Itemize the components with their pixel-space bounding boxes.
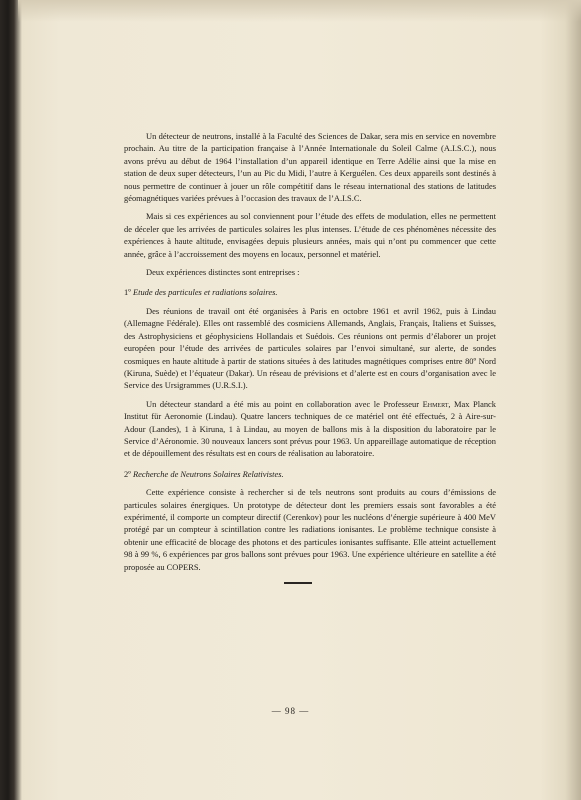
paragraph-1: Un détecteur de neutrons, installé à la Faculté des Sciences de Dakar, sera mis en service en novembre prochain. Au titre de la participation française à l’Année Internationale du Soleil Calme (A.I.S.C.), nous avons prévu au début de 1964 l’installation d’un appareil identique en Terre Adélie ainsi que la mise en station de deux super détecteurs, l’un au Pic du Midi, l’autre à Kerguélen. Ces deux appareils sont destinés à nous permettre de continuer à jouer un rôle compétitif dans le réseau international des stations de latitudes géomagnétiques variées prévues à l’occasion des travaux de l’A.I.S.C.	[124, 131, 496, 204]
section-number-1: 1º	[124, 287, 131, 298]
paragraph-5-start: Un détecteur standard a été mis au point en collaboration avec le Professeur	[146, 398, 420, 409]
section-title-2: Recherche de Neutrons Solaires Relativistes.	[132, 468, 284, 479]
paragraph-2: Mais si ces expériences au sol conviennent pour l’étude des effets de modulation, elles ne permettent de déceler que les arrivées de particules solaires les plus intenses. L’étude de ces phénomènes nécessite des expériences à haute altitude, envisagées depuis plusieurs années, mais qui n’ont pu commencer que cette année, grâce à l’accroissement des moyens en locaux, personnel et matériel.	[124, 211, 496, 259]
page-shadow	[18, 0, 581, 22]
section-heading-2	[124, 468, 496, 480]
section-number-2: 2º	[124, 468, 131, 479]
section-title-1: Etude des particules et radiations solaires.	[132, 287, 278, 298]
person-name: Ehmert	[422, 398, 449, 409]
body-text	[124, 130, 496, 579]
paragraph-6: Cette expérience consiste à rechercher si de tels neutrons sont produits au cours d’émissions de particules solaires énergiques. Un prototype de détecteur dont les premiers essais sont favorables a été expérimenté, il comporte un compteur directif (Cerenkov) pour les nucléons d’énergie supérieure à 400 MeV protégé par un compteur à scintillation contre les radiations ionisantes. Le problème technique consiste à obtenir une efficacité de blocage des photons et des particules ionisantes suffisante. Elle atteint actuellement 98 à 99 %, 6 expériences par gros ballons sont prévues pour 1963. Une expérience ultérieure en satellite a été proposée au COPERS.	[124, 487, 496, 572]
end-rule	[284, 582, 312, 584]
paragraph-4: Des réunions de travail ont été organisées à Paris en octobre 1961 et avril 1962, puis à Lindau (Allemagne Fédérale). Elles ont rassemblé des cosmiciens Allemands, Anglais, Français, Italiens et Suisses, des Astrophysiciens et géophysiciens Hollandais et Suédois. Ces réunions ont permis d’élaborer un projet européen pour l’étude des arrivées de particules solaires par l’envoi simultané, sur alerte, de sondes cosmiques en haute altitude à partir de stations situées à des latitudes magnétiques comprises entre 80º Nord (Kiruna, Suède) et l’équateur (Dakar). Un réseau de prévisions et d’alerte est en cours d’organisation avec le Service des Ursigrammes (U.R.S.I.).	[124, 305, 496, 391]
paragraph-5-end: , Max Planck Institut für Aeronomie (Lindau). Quatre lancers techniques de ce matériel ont été effectués, 2 à Aire-sur-Adour (Landes), 1 à Kiruna, 1 à Lindau, au moyen de ballons mis à la disposition du laboratoire par le Service d’Aéronomie. 30 nouveaux lancers sont prévus pour 1963. Un appareillage automatique de réception et de dépouillement des résultats est en cours de réalisation au laboratoire.	[124, 398, 496, 459]
page-number: — 98 —	[271, 706, 310, 716]
paragraph-3: Deux expériences distinctes sont entreprises :	[146, 267, 300, 278]
section-heading-1	[124, 286, 496, 298]
paragraph-5	[124, 398, 496, 460]
